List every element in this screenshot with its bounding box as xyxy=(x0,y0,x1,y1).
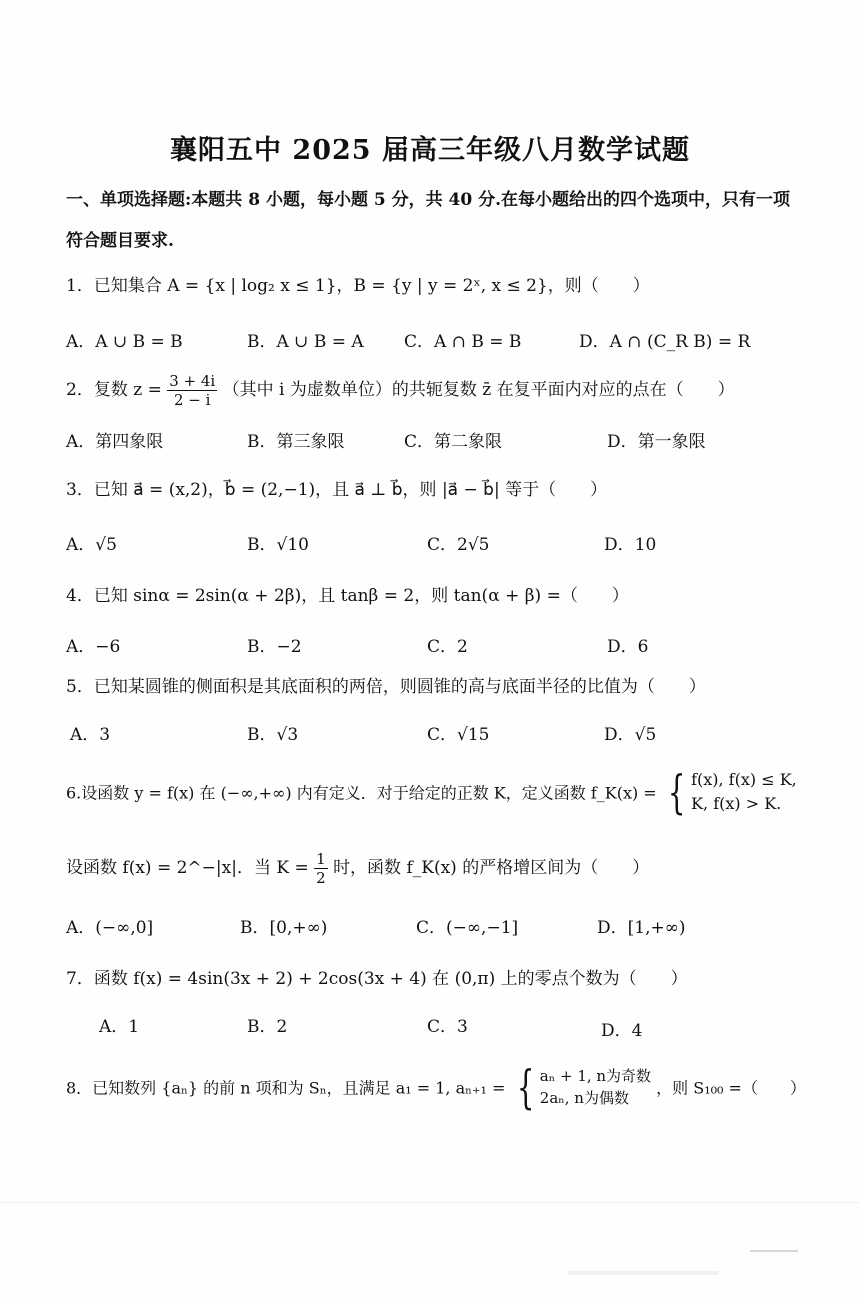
page-divider xyxy=(0,1202,860,1203)
question-8-stem-post: ，则 S₁₀₀ =（ ） xyxy=(656,1078,806,1098)
question-6-option-a: A．(−∞,0] xyxy=(66,918,154,938)
question-6-line2-post: 时，函数 f_K(x) 的严格增区间为（ ） xyxy=(333,858,650,878)
question-5-option-d: D．√5 xyxy=(604,725,657,745)
question-6-option-c: C．(−∞,−1] xyxy=(416,918,519,938)
question-2-fraction xyxy=(167,372,217,409)
question-6-stem-line2 xyxy=(66,850,649,887)
question-2-option-c: C．第二象限 xyxy=(404,432,503,452)
question-7-stem: 7．函数 f(x) = 4sin(3x + 2) + 2cos(3x + 4) 在 (0,π) 上的零点个数为（ ） xyxy=(66,969,688,989)
page-title: 襄阳五中 2025 届高三年级八月数学试题 xyxy=(170,135,690,166)
question-2-fraction-numerator: 3 + 4i xyxy=(169,372,216,390)
question-6-k-numerator: 1 xyxy=(316,850,326,868)
question-6-k-denominator: 2 xyxy=(316,869,326,887)
question-8-stem-pre: 8．已知数列 {aₙ} 的前 n 项和为 Sₙ，且满足 a₁ = 1, aₙ₊₁ = xyxy=(66,1078,506,1098)
question-6-option-b: B．[0,+∞) xyxy=(240,918,328,938)
section-header-line1: 一、单项选择题:本题共 8 小题，每小题 5 分，共 40 分.在每小题给出的四个选项中，只有一项 xyxy=(66,190,791,210)
question-6-piecewise xyxy=(662,765,797,819)
question-5-option-b: B．√3 xyxy=(247,725,299,745)
question-2-stem xyxy=(66,372,735,409)
question-1-option-c: C．A ∩ B = B xyxy=(404,332,522,352)
question-2-option-b: B．第三象限 xyxy=(247,432,345,452)
question-3-option-a: A．√5 xyxy=(66,535,117,555)
question-4-option-b: B．−2 xyxy=(247,637,302,657)
question-7-option-c: C．3 xyxy=(427,1017,468,1037)
question-3-option-d: D．10 xyxy=(604,535,657,555)
section-header-line2: 符合题目要求. xyxy=(66,231,174,251)
question-6-k-fraction xyxy=(314,850,328,887)
question-5-option-c: C．√15 xyxy=(427,725,490,745)
question-4-option-d: D．6 xyxy=(607,637,649,657)
question-6-line2-pre: 设函数 f(x) = 2^−|x|．当 K = xyxy=(66,858,309,878)
question-1-option-a: A．A ∪ B = B xyxy=(66,332,183,352)
left-brace-icon: { xyxy=(516,1060,534,1114)
question-8-case-2: 2aₙ, n为偶数 xyxy=(539,1089,629,1107)
question-2-stem-pre: 2．复数 z = xyxy=(66,380,162,400)
question-8-case-1: aₙ + 1, n为奇数 xyxy=(539,1067,652,1085)
footer-mark xyxy=(750,1250,798,1252)
question-3-stem: 3．已知 a⃗ = (x,2)，b⃗ = (2,−1)，且 a⃗ ⊥ b⃗，则 |a⃗ − b⃗| 等于（ ） xyxy=(66,480,608,500)
question-6-case-2: K, f(x) > K. xyxy=(691,794,782,813)
question-8-stem xyxy=(66,1060,806,1114)
question-2-option-d: D．第一象限 xyxy=(607,432,706,452)
question-4-option-a: A．−6 xyxy=(66,637,121,657)
question-7-option-d: D．4 xyxy=(601,1021,643,1041)
question-7-option-a: A．1 xyxy=(99,1017,140,1037)
question-8-piecewise xyxy=(511,1060,652,1114)
question-6-option-d: D．[1,+∞) xyxy=(597,918,686,938)
question-6-cases xyxy=(691,768,797,816)
question-2-option-a: A．第四象限 xyxy=(66,432,164,452)
question-4-option-c: C．2 xyxy=(427,637,468,657)
question-1-stem: 1．已知集合 A = {x | log₂ x ≤ 1}，B = {y | y = 2ˣ, x ≤ 2}，则（ ） xyxy=(66,276,650,296)
question-2-stem-post: （其中 i 为虚数单位）的共轭复数 z̄ 在复平面内对应的点在（ ） xyxy=(222,380,735,400)
question-1-option-b: B．A ∪ B = A xyxy=(247,332,364,352)
question-1-option-d: D．A ∩ (C_R B) = R xyxy=(579,332,751,352)
question-8-cases xyxy=(540,1065,651,1109)
question-6-stem-pre: 6.设函数 y = f(x) 在 (−∞,+∞) 内有定义．对于给定的正数 K，定义函数 f_K(x) = xyxy=(66,783,657,803)
question-2-fraction-denominator: 2 − i xyxy=(174,391,211,409)
question-5-option-a: A．3 xyxy=(70,725,111,745)
question-6-case-1: f(x), f(x) ≤ K, xyxy=(691,770,797,789)
question-6-stem-line1 xyxy=(66,765,797,819)
question-7-option-b: B．2 xyxy=(247,1017,288,1037)
left-brace-icon: { xyxy=(667,765,686,819)
question-4-stem: 4．已知 sinα = 2sin(α + 2β)，且 tanβ = 2，则 tan(α + β) =（ ） xyxy=(66,586,629,606)
question-3-option-c: C．2√5 xyxy=(427,535,490,555)
question-3-option-b: B．√10 xyxy=(247,535,309,555)
question-5-stem: 5．已知某圆锥的侧面积是其底面积的两倍，则圆锥的高与底面半径的比值为（ ） xyxy=(66,677,706,697)
footer-faint-mark xyxy=(568,1271,718,1275)
